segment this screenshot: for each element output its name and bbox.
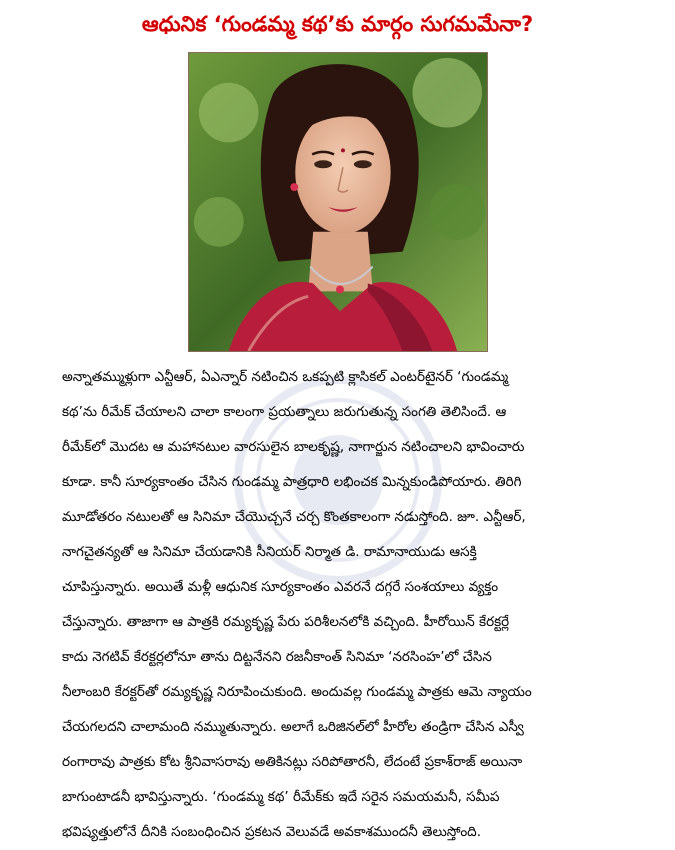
article-line: అన్నాతమ్ముళ్లుగా ఎన్టీఆర్, ఏఎన్నార్ నటించిన ఒకప్పటి క్లాసికల్ ఎంటర్‌టైనర్ ‘గుండమ్మ	[62, 369, 509, 385]
article-line: చేస్తున్నారు. తాజాగా ఆ పాత్రకి రమ్యకృష్ణ పేరు పరిశీలనలోకి వచ్చింది. హీరోయిన్ కేరక్టర్లే	[62, 614, 510, 630]
article-line: నీలాంబరి కేరక్టర్‌తో రమ్యకృష్ణ నిరూపించుకుంది. అందువల్ల గుండమ్మ పాత్రకు ఆమె న్యాయం	[62, 684, 532, 700]
article-line: రీమేక్‌లో మొదట ఆ మహానటుల వారసులైన బాలకృష్ణ, నాగార్జున నటించాలని భావించారు	[62, 439, 525, 455]
article-line: నాగచైతన్యతో ఆ సినిమా చేయడానికి సీనియర్ నిర్మాత డి. రామానాయుడు ఆసక్తి	[62, 544, 477, 560]
article-line: మూడోతరం నటులతో ఆ సినిమా చేయొచ్చనే చర్చ కొంతకాలంగా నడుస్తోంది. జూ. ఎన్టీఆర్,	[62, 509, 526, 525]
article-line: బాగుంటాడనీ భావిస్తున్నారు. ‘గుండమ్మ కథ’ రీమేక్‌కు ఇదే సరైన సమయమనీ, సమీప	[62, 789, 500, 805]
article-line: రంగారావు పాత్రకు కోట శ్రీనివాసరావు అతికినట్లు సరిపోతారనీ, లేదంటే ప్రకాశ్‌రాజ్ అయినా	[62, 754, 523, 770]
article-line: కాదు నెగటివ్ కేరక్టర్లలోనూ తాను దిట్టనేనని రజనీకాంత్ సినిమా ‘నరసింహ’లో చేసిన	[62, 649, 492, 665]
article-line: భవిష్యత్తులోనే దీనికి సంబంధించిన ప్రకటన వెలువడే అవకాశముందనీ తెలుస్తోంది.	[62, 824, 482, 840]
article-line: కథ’ను రీమేక్ చేయాలని చాలా కాలంగా ప్రయత్నాలు జరుగుతున్న సంగతి తెలిసిందే. ఆ	[62, 404, 507, 420]
article-line: చేయగలదని చాలామంది నమ్ముతున్నారు. అలాగే ఒరిజినల్‌లో హీరోల తండ్రిగా చేసిన ఎస్వీ	[62, 719, 524, 735]
headline: ఆధునిక ‘గుండమ్మ కథ’కు మార్గం సుగమమేనా?	[141, 12, 534, 36]
article-body	[62, 360, 652, 850]
article-line: కూడా. కానీ సూర్యకాంతం చేసిన గుండమ్మ పాత్రధారి లభించక మిన్నకుండిపోయారు. తిరిగి	[62, 474, 522, 490]
actress-photo	[188, 52, 488, 352]
article-line: చూపిస్తున్నారు. అయితే మళ్లీ ఆధునిక సూర్యకాంతం ఎవరనే దగ్గరే సంశయాలు వ్యక్తం	[62, 579, 499, 595]
